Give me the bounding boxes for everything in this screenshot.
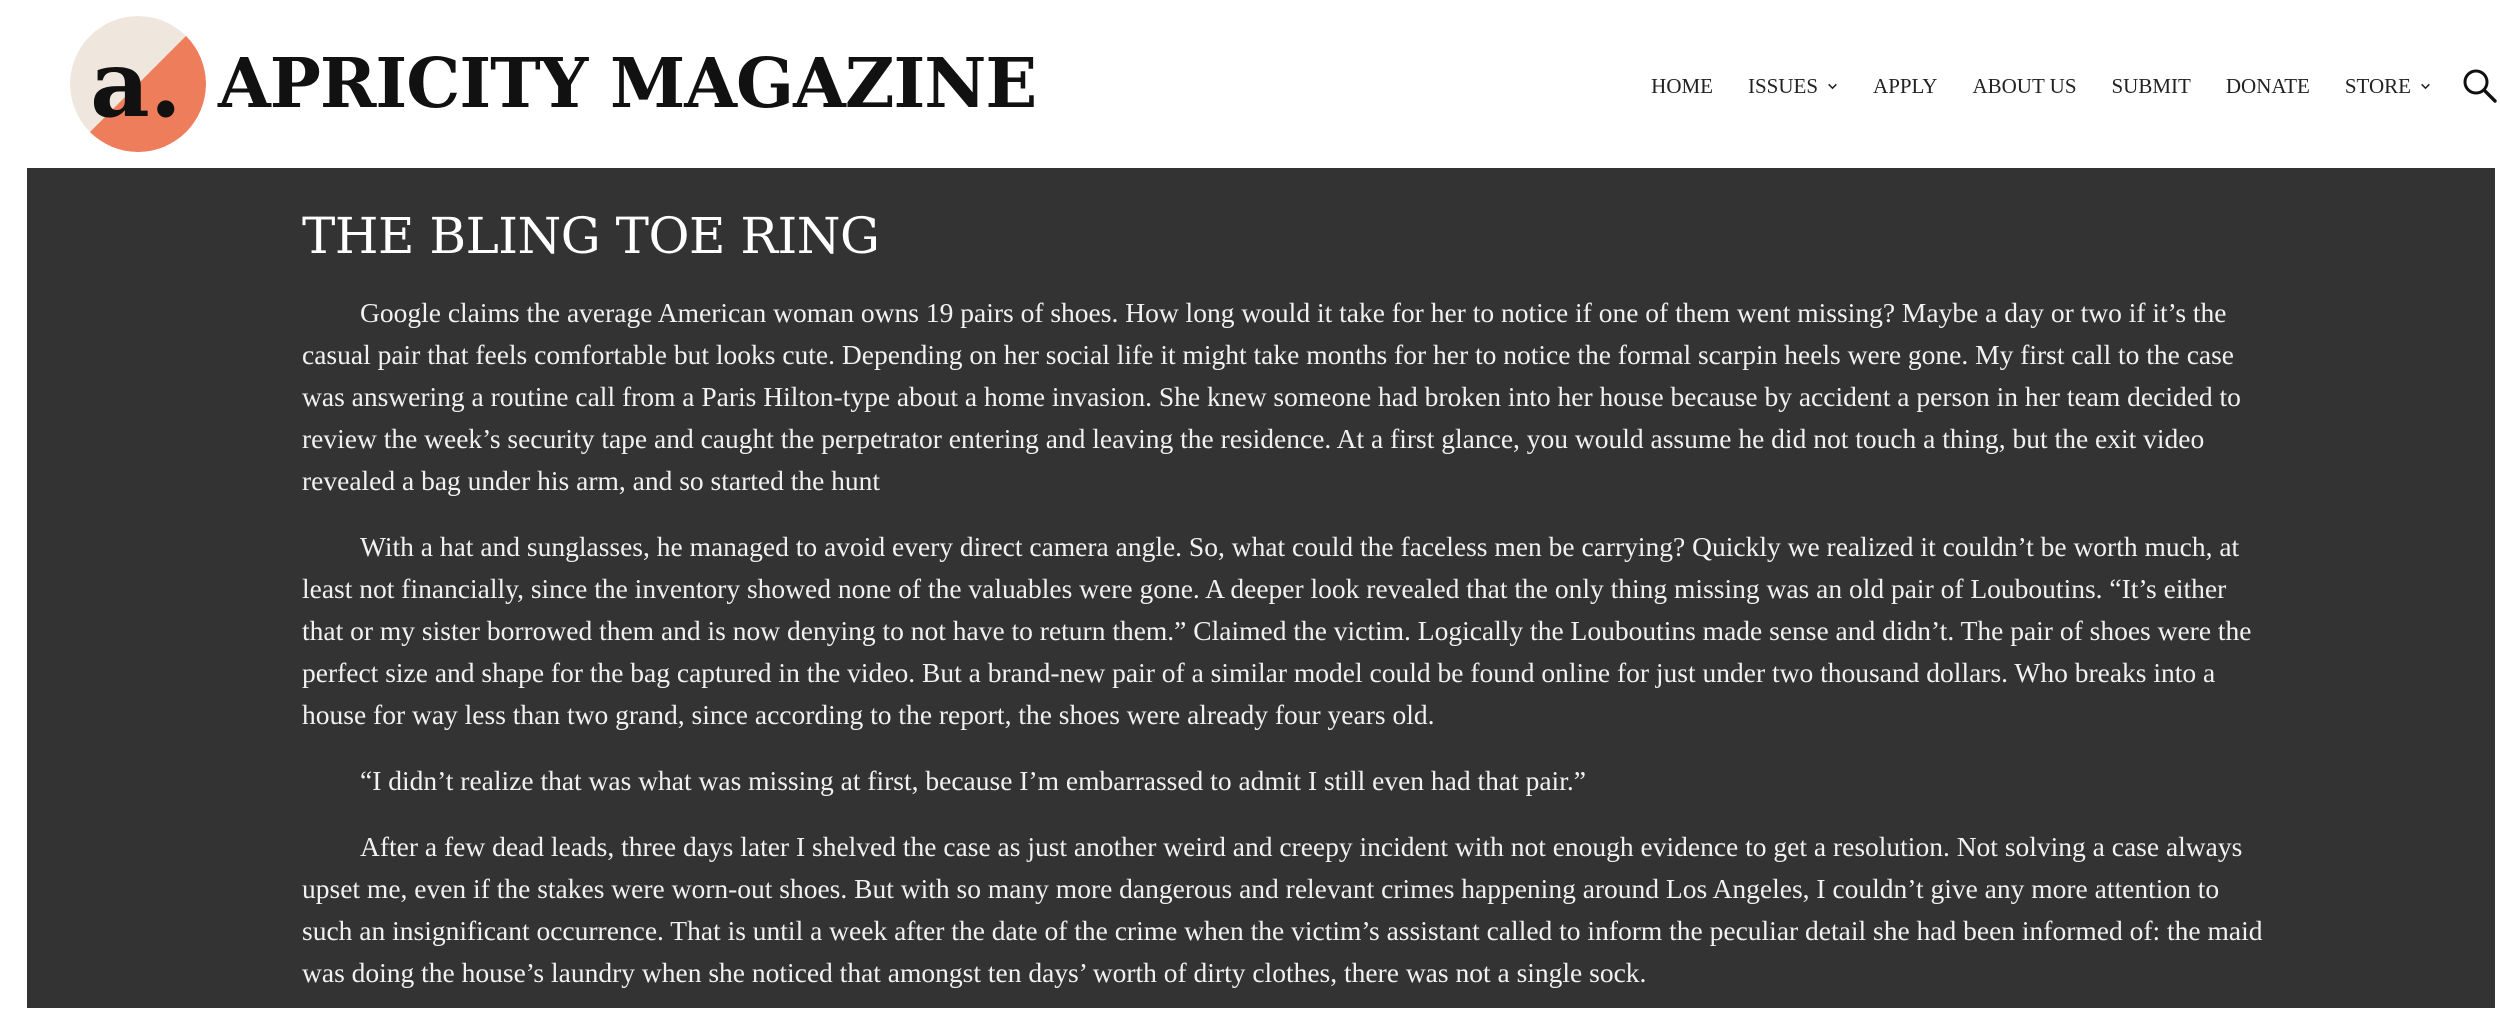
main-nav: [1651, 62, 2500, 110]
site-name: APRICITY MAGAZINE: [218, 44, 1037, 124]
nav-item-apply[interactable]: [1873, 74, 1937, 99]
article-paragraph-3: “I didn’t realize that was what was missing at first, because I’m embarrassed to admit I still even had that pair.”: [360, 765, 1586, 796]
nav-item-label: STORE: [2344, 73, 2411, 98]
nav-item-label: HOME: [1651, 73, 1713, 98]
nav-item-store[interactable]: [2345, 74, 2431, 99]
article: [302, 206, 2272, 1018]
nav-item-issues[interactable]: [1748, 74, 1838, 99]
nav-item-about-us[interactable]: [1972, 74, 2076, 99]
search-button[interactable]: [2460, 66, 2500, 106]
site-header: [0, 0, 2500, 168]
nav-item-label: SUBMIT: [2111, 73, 2191, 98]
article-paragraph-4: After a few dead leads, three days later I shelved the case as just another weird and creepy incident with not enough evidence to get a resolution. Not solving a case always upset me, even if the stakes were worn-out shoes. But with so many more dangerous and relevant crimes happening around Los Angeles, I couldn’t give any more attention to such an insignificant occurrence. That is until a week after the date of the crime when the victim’s assistant called to inform the peculiar detail she had been informed of: the maid was doing the house’s laundry when she noticed that amongst ten days’ worth of dirty clothes, there was not a single sock.: [302, 831, 2263, 988]
chevron-down-icon: [1827, 81, 1838, 92]
article-paragraph-2: With a hat and sunglasses, he managed to avoid every direct camera angle. So, what could the faceless men be carrying? Quickly we realized it couldn’t be worth much, at least not financially, since the inventory showed none of the valuables were gone. A deeper look revealed that the only thing missing was an old pair of Louboutins. “It’s either that or my sister borrowed them and is now denying to not have to return them.” Claimed the victim. Logically the Louboutins made sense and didn’t. The pair of shoes were the perfect size and shape for the bag captured in the video. But a brand-new pair of a similar model could be found online for just under two thousand dollars. Who breaks into a house for way less than two grand, since according to the report, the shoes were already four years old.: [302, 531, 2252, 730]
nav-item-label: APPLY: [1873, 73, 1938, 98]
logo-letter: a.: [90, 30, 182, 138]
logo-mark-graphic: [70, 16, 206, 152]
nav-item-label: ABOUT US: [1972, 73, 2077, 98]
nav-item-donate[interactable]: [2226, 74, 2310, 99]
nav-item-label: ISSUES: [1748, 73, 1819, 98]
nav-item-home[interactable]: [1651, 74, 1713, 99]
site-logo-link[interactable]: [70, 16, 1036, 152]
article-title: THE BLING TOE RING: [302, 207, 880, 265]
search-icon: [2460, 66, 2500, 106]
nav-item-submit[interactable]: [2112, 74, 2191, 99]
nav-item-label: DONATE: [2225, 73, 2310, 98]
logo-mark: [70, 16, 206, 152]
article-paragraph-1: Google claims the average American woman owns 19 pairs of shoes. How long would it take for her to notice if one of them went missing? Maybe a day or two if it’s the casual pair that feels comfortable but looks cute. Depending on her social life it might take months for her to notice the formal scarpin heels were gone. My first call to the case was answering a routine call from a Paris Hilton-type about a home invasion. She knew someone had broken into her house because by accident a person in her team decided to review the week’s security tape and caught the perpetrator entering and leaving the residence. At a first glance, you would assume he did not touch a thing, but the exit video revealed a bag under his arm, and so started the hunt: [302, 297, 2241, 496]
chevron-down-icon: [2420, 81, 2431, 92]
article-panel: [27, 168, 2495, 1008]
